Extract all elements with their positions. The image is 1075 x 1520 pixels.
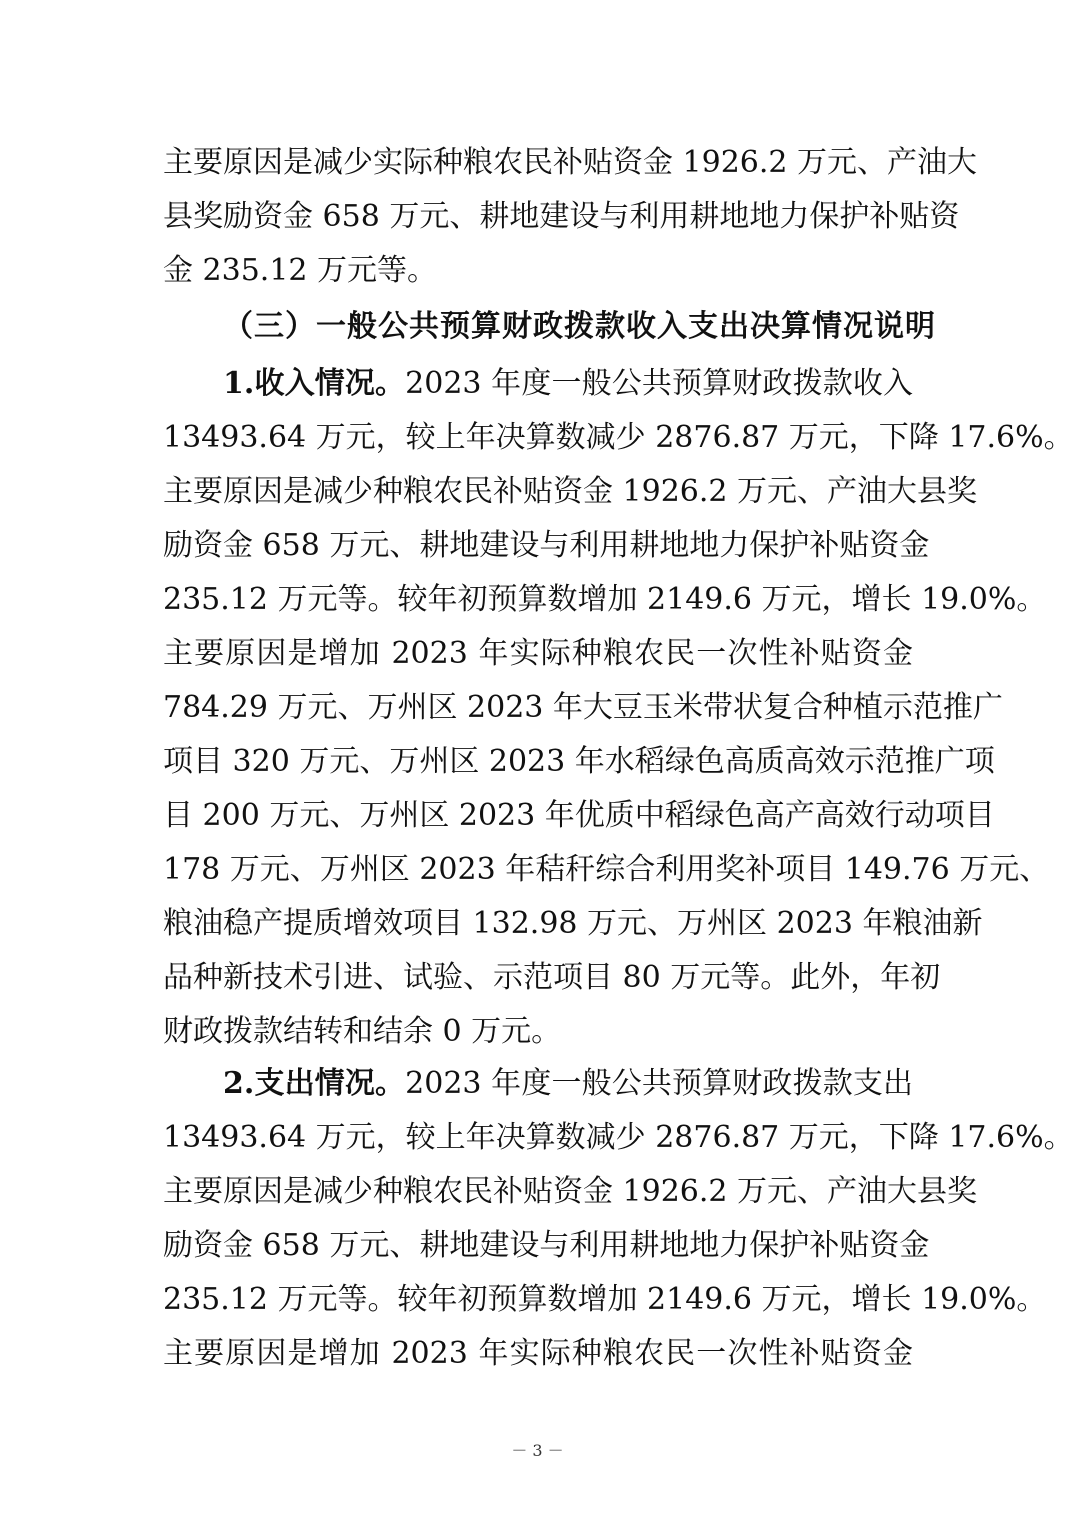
income-line-6: 主要原因是增加 2023 年实际种粮农民一次性补贴资金 (163, 636, 913, 671)
income-line-3: 主要原因是减少种粮农民补贴资金 1926.2 万元、产油大县奖 (163, 474, 978, 509)
income-line-2: 13493.64 万元，较上年决算数减少 2876.87 万元，下降 17.6%。 (163, 420, 1074, 455)
income-line-8: 项目 320 万元、万州区 2023 年水稻绿色高质高效示范推广项 (163, 744, 995, 779)
income-line-9: 目 200 万元、万州区 2023 年优质中稻绿色高产高效行动项目 (163, 798, 995, 833)
income-paragraph (163, 357, 1074, 1059)
income-line-13: 财政拨款结转和结余 0 万元。 (163, 1014, 562, 1049)
expenditure-lead: 2.支出情况。 (223, 1066, 406, 1101)
expenditure-line-2: 13493.64 万元，较上年决算数减少 2876.87 万元，下降 17.6%。 (163, 1120, 1074, 1155)
paragraph-top-line-2: 县奖励资金 658 万元、耕地建设与利用耕地地力保护补贴资 (163, 199, 960, 234)
income-line-1 (163, 357, 913, 411)
expenditure-line-1 (163, 1057, 913, 1111)
paragraph-top-line-3: 金 235.12 万元等。 (163, 253, 438, 288)
expenditure-line-5: 235.12 万元等。较年初预算数增加 2149.6 万元，增长 19.0%。 (163, 1282, 1047, 1317)
income-first-line-rest: 2023 年度一般公共预算财政拨款收入 (405, 366, 913, 401)
expenditure-line-3: 主要原因是减少种粮农民补贴资金 1926.2 万元、产油大县奖 (163, 1174, 978, 1209)
income-line-11: 粮油稳产提质增效项目 132.98 万元、万州区 2023 年粮油新 (163, 906, 983, 941)
income-line-4: 励资金 658 万元、耕地建设与利用耕地地力保护补贴资金 (163, 528, 930, 563)
income-line-10: 178 万元、万州区 2023 年秸秆综合利用奖补项目 149.76 万元、 (163, 852, 1050, 887)
expenditure-paragraph (163, 1057, 1074, 1381)
expenditure-line-4: 励资金 658 万元、耕地建设与利用耕地地力保护补贴资金 (163, 1228, 930, 1263)
section-heading: （三）一般公共预算财政拨款收入支出决算情况说明 (223, 309, 936, 344)
income-line-5: 235.12 万元等。较年初预算数增加 2149.6 万元，增长 19.0%。 (163, 582, 1047, 617)
income-lead: 1.收入情况。 (223, 366, 406, 401)
expenditure-line-6: 主要原因是增加 2023 年实际种粮农民一次性补贴资金 (163, 1336, 913, 1371)
paragraph-top-line-1: 主要原因是减少实际种粮农民补贴资金 1926.2 万元、产油大 (163, 145, 978, 180)
expenditure-first-line-rest: 2023 年度一般公共预算财政拨款支出 (405, 1066, 913, 1101)
income-line-7: 784.29 万元、万州区 2023 年大豆玉米带状复合种植示范推广 (163, 690, 1003, 725)
page-number: － 3 － (511, 1441, 564, 1460)
income-line-12: 品种新技术引进、试验、示范项目 80 万元等。此外，年初 (163, 960, 941, 995)
paragraph-top (163, 136, 978, 298)
